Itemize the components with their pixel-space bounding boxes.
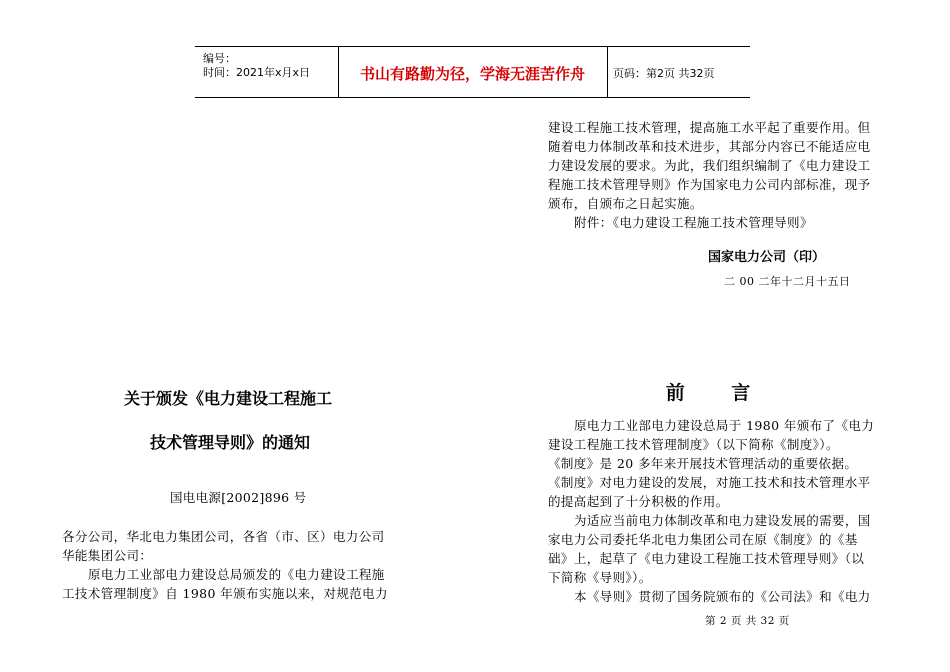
signature: 国家电力公司（印） <box>708 250 826 265</box>
notice-title-line-1: 关于颁发《电力建设工程施工 <box>124 389 333 408</box>
preface-paragraph-1 <box>548 416 888 606</box>
text-line: 原电力工业部电力建设总局颁发的《电力建设工程施 <box>88 567 385 582</box>
notice-title-line-2: 技术管理导则》的通知 <box>150 433 311 452</box>
text-line: 《制度》是 20 多年来开展技术管理活动的重要依据。 <box>548 456 858 471</box>
text-line: 建设工程施工技术管理制度》（以下简称《制度》）。 <box>548 437 839 452</box>
sign-date: 二 00 二年十二月十五日 <box>724 275 851 288</box>
notice-body <box>62 527 407 603</box>
section-title: 前 言 <box>665 382 771 404</box>
header-divider <box>607 47 608 97</box>
text-line: 程施工技术管理导则》作为国家电力公司内部标准，现予 <box>548 177 871 192</box>
number-label: 编号： <box>203 52 236 65</box>
text-line: 各分公司，华北电力集团公司，各省（市、区）电力公司 <box>62 529 385 544</box>
footer-page-number: 第 2 页 共 32 页 <box>705 615 790 627</box>
document-number: 国电电源[2002]896 号 <box>170 490 307 505</box>
notice-continuation <box>548 118 888 232</box>
attachment-line: 附件：《电力建设工程施工技术管理导则》 <box>574 215 813 230</box>
text-line: 力建设发展的要求。为此，我们组织编制了《电力建设工 <box>548 158 871 173</box>
text-line: 原电力工业部电力建设总局于 1980 年颁布了《电力 <box>574 418 875 433</box>
text-line: 颁布，自颁布之日起实施。 <box>548 196 703 211</box>
header-meta <box>195 47 338 97</box>
text-line: 下简称《导则》）。 <box>548 570 652 585</box>
header-page-info: 页码：第2页 共32页 <box>613 67 715 80</box>
text-line: 本《导则》贯彻了国务院颁布的《公司法》和《电力 <box>574 589 871 604</box>
text-line: 础》上，起草了《电力建设工程施工技术管理导则》（以 <box>548 551 865 566</box>
text-line: 为适应当前电力体制改革和电力建设发展的需要，国 <box>574 513 871 528</box>
time-label: 时间：2021年x月x日 <box>203 66 311 79</box>
header-motto: 书山有路勤为径，学海无涯苦作舟 <box>359 65 585 83</box>
page-header <box>195 46 750 98</box>
text-line: 《制度》对电力建设的发展，对施工技术和技术管理水平 <box>548 475 871 490</box>
text-line: 工技术管理制度》自 1980 年颁布实施以来，对规范电力 <box>62 586 388 601</box>
text-line: 华能集团公司： <box>62 548 153 563</box>
text-line: 家电力公司委托华北电力集团公司在原《制度》的《基 <box>548 532 858 547</box>
text-line: 建设工程施工技术管理，提高施工水平起了重要作用。但 <box>548 120 871 135</box>
text-line: 随着电力体制改革和技术进步，其部分内容已不能适应电 <box>548 139 871 154</box>
text-line: 的提高起到了十分积极的作用。 <box>548 494 729 509</box>
